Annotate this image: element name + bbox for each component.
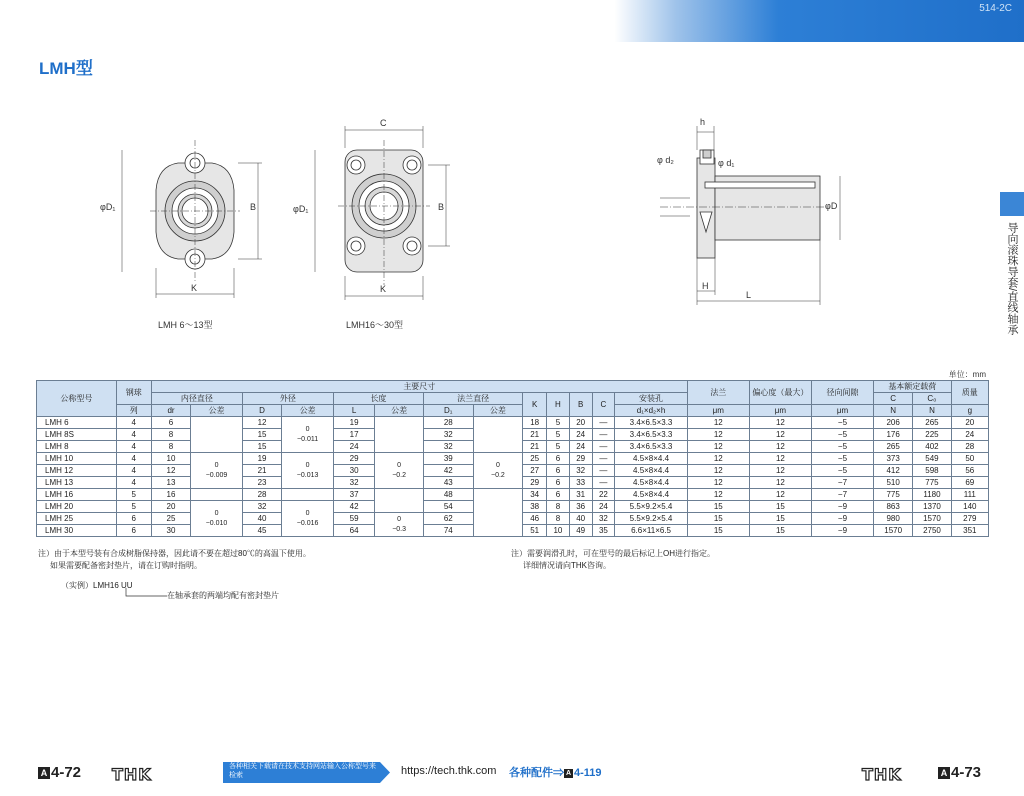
- cell-h: 6: [547, 465, 570, 477]
- tolerance-lower: −0.016: [296, 519, 319, 527]
- front-view-large: [315, 126, 450, 300]
- page-title: LMH型: [39, 59, 93, 78]
- th-mount-hole: 安装孔: [615, 393, 687, 405]
- tolerance-cell-d: [282, 453, 334, 489]
- cell-d1: 48: [423, 489, 473, 501]
- accessories-ref-prefix: 各种配件⇒: [509, 767, 564, 779]
- cell-hole: 5.5×9.2×5.4: [615, 501, 687, 513]
- tolerance-upper: 0: [397, 515, 402, 523]
- cell-k: 34: [523, 489, 547, 501]
- tolerance-cell-l: [375, 513, 424, 537]
- cell-mass: 69: [951, 477, 988, 489]
- th-um-ecc: μm: [749, 405, 811, 417]
- th-h: H: [547, 393, 570, 417]
- tolerance-cell-d1: [473, 489, 523, 537]
- cell-balls: 4: [116, 453, 151, 465]
- cell-dr: 16: [151, 489, 190, 501]
- th-flange-perp: 法兰: [687, 381, 749, 405]
- cell-cd: 863: [874, 501, 913, 513]
- table-row: [37, 453, 989, 465]
- cell-perp: 15: [687, 513, 749, 525]
- cell-model: LMH 13: [37, 477, 117, 489]
- tolerance-upper: 0: [397, 461, 402, 469]
- cell-ecc: 12: [749, 477, 811, 489]
- cell-clr: −7: [811, 489, 873, 501]
- cell-perp: 12: [687, 477, 749, 489]
- th-dr: dr: [151, 405, 190, 417]
- cell-k: 51: [523, 525, 547, 537]
- tolerance-upper: 0: [305, 425, 310, 433]
- tolerance-lower: −0.2: [392, 471, 407, 479]
- cell-ecc: 15: [749, 525, 811, 537]
- note-right-1: 注）需要润滑孔时，可在型号的最后标记上OH进行指定。: [511, 549, 715, 558]
- cell-perp: 15: [687, 501, 749, 513]
- accessories-ref-letter: A: [565, 770, 572, 777]
- th-length: 长度: [333, 393, 423, 405]
- cell-h: 6: [547, 489, 570, 501]
- cell-k: 21: [523, 429, 547, 441]
- cell-d1: 32: [423, 429, 473, 441]
- caption-small-type: LMH 6～13型: [158, 320, 213, 330]
- th-n1: N: [874, 405, 913, 417]
- th-d: D: [242, 405, 281, 417]
- cell-balls: 4: [116, 465, 151, 477]
- label-phi-d1-small: φ d₁: [718, 158, 735, 168]
- cell-dr: 10: [151, 453, 190, 465]
- note-right-2: 详细情况请向THK咨询。: [523, 561, 611, 570]
- tolerance-upper: 0: [305, 461, 310, 469]
- th-c0: C₀: [913, 393, 951, 405]
- tolerance-cell-dr: [191, 453, 243, 489]
- cell-model: LMH 25: [37, 513, 117, 525]
- cell-cd: 980: [874, 513, 913, 525]
- cell-mass: 56: [951, 465, 988, 477]
- cell-d: 32: [242, 501, 281, 513]
- label-b-middle: B: [438, 202, 445, 212]
- cell-b: 31: [569, 489, 592, 501]
- cell-dr: 8: [151, 441, 190, 453]
- th-inner-dia: 内径直径: [151, 393, 242, 405]
- cell-mass: 111: [951, 489, 988, 501]
- cell-c: 35: [592, 525, 615, 537]
- cell-mass: 20: [951, 417, 988, 429]
- th-d-tol: 公差: [282, 405, 334, 417]
- cell-perp: 12: [687, 465, 749, 477]
- th-d1: D₁: [423, 405, 473, 417]
- th-um-perp: μm: [687, 405, 749, 417]
- cell-l: 59: [333, 513, 374, 525]
- cell-d: 19: [242, 453, 281, 465]
- notes-right: [511, 548, 715, 572]
- cell-cd: 510: [874, 477, 913, 489]
- th-c: C: [592, 393, 615, 417]
- cell-h: 5: [547, 441, 570, 453]
- cell-hole: 4.5×8×4.4: [615, 489, 687, 501]
- cell-model: LMH 12: [37, 465, 117, 477]
- th-dr-tol: 公差: [191, 405, 243, 417]
- page-number-left: [38, 764, 81, 781]
- cell-l: 42: [333, 501, 374, 513]
- cell-k: 29: [523, 477, 547, 489]
- cell-perp: 12: [687, 441, 749, 453]
- section-tab-label: 导向滚珠导套/直线轴承: [1006, 222, 1018, 336]
- label-phi-d1-left: φD₁: [100, 202, 116, 212]
- cell-l: 30: [333, 465, 374, 477]
- cell-l: 37: [333, 489, 374, 501]
- cell-clr: −5: [811, 417, 873, 429]
- brand-logo-left: THK: [112, 765, 152, 784]
- th-l-tol: 公差: [375, 405, 424, 417]
- cell-d1: 32: [423, 441, 473, 453]
- cell-balls: 4: [116, 417, 151, 429]
- cell-hole: 4.5×8×4.4: [615, 477, 687, 489]
- cell-b: 49: [569, 525, 592, 537]
- th-load: 基本额定载荷: [874, 381, 952, 393]
- cell-perp: 12: [687, 453, 749, 465]
- cell-c0: 1370: [913, 501, 951, 513]
- tolerance-cell-l: [375, 417, 424, 453]
- cell-model: LMH 10: [37, 453, 117, 465]
- cell-d: 23: [242, 477, 281, 489]
- cell-c0: 2750: [913, 525, 951, 537]
- example-description: 在轴承套的两端均配有密封垫片: [167, 591, 279, 600]
- tolerance-upper: 0: [214, 461, 219, 469]
- tolerance-cell-dr: [191, 489, 243, 501]
- cell-ecc: 12: [749, 453, 811, 465]
- cell-c0: 402: [913, 441, 951, 453]
- tolerance-cell-d: [282, 501, 334, 537]
- cell-mass: 24: [951, 429, 988, 441]
- label-c: C: [380, 118, 387, 128]
- cell-h: 6: [547, 477, 570, 489]
- unit-label: 单位：mm: [948, 370, 986, 379]
- cell-d: 15: [242, 441, 281, 453]
- cell-mass: 28: [951, 441, 988, 453]
- cell-model: LMH 30: [37, 525, 117, 537]
- accessories-ref-page: 4-119: [574, 767, 602, 779]
- cell-mass: 50: [951, 453, 988, 465]
- cell-perp: 12: [687, 429, 749, 441]
- tolerance-lower: −0.2: [491, 471, 505, 479]
- cell-perp: 15: [687, 525, 749, 537]
- cell-l: 24: [333, 441, 374, 453]
- label-phi-d: φD: [825, 201, 838, 211]
- cell-l: 64: [333, 525, 374, 537]
- label-b-left: B: [250, 202, 257, 212]
- cell-b: 33: [569, 477, 592, 489]
- th-c-dyn: C: [874, 393, 913, 405]
- th-l: L: [333, 405, 374, 417]
- note-left-1: 注）由于本型号装有合成树脂保持器，因此请不要在超过80℃的高温下使用。: [38, 549, 311, 558]
- cell-balls: 6: [116, 525, 151, 537]
- notes-left: [38, 548, 311, 572]
- cell-c0: 1180: [913, 489, 951, 501]
- cell-c: —: [592, 429, 615, 441]
- th-mass: 质量: [951, 381, 988, 405]
- tolerance-upper: 0: [305, 509, 310, 517]
- cell-d1: 28: [423, 417, 473, 429]
- th-eccentric: 偏心度（最大）: [749, 381, 811, 405]
- cell-model: LMH 8S: [37, 429, 117, 441]
- cell-c0: 1570: [913, 513, 951, 525]
- cell-h: 5: [547, 429, 570, 441]
- th-balls-2: 列: [116, 405, 151, 417]
- cell-cd: 1570: [874, 525, 913, 537]
- cell-dr: 30: [151, 525, 190, 537]
- cell-c0: 265: [913, 417, 951, 429]
- cell-cd: 206: [874, 417, 913, 429]
- cell-cd: 412: [874, 465, 913, 477]
- cell-hole: 4.5×8×4.4: [615, 465, 687, 477]
- cell-cd: 373: [874, 453, 913, 465]
- cell-c: —: [592, 441, 615, 453]
- cell-balls: 6: [116, 513, 151, 525]
- section-letter-left: A: [38, 767, 50, 779]
- cell-clr: −9: [811, 501, 873, 513]
- cell-d: 45: [242, 525, 281, 537]
- cell-k: 38: [523, 501, 547, 513]
- label-phi-d1-middle: φD₁: [293, 204, 309, 214]
- th-clearance: 径向间隙: [811, 381, 873, 405]
- cell-dr: 13: [151, 477, 190, 489]
- cell-d: 15: [242, 429, 281, 441]
- cell-c0: 598: [913, 465, 951, 477]
- cell-k: 27: [523, 465, 547, 477]
- th-k: K: [523, 393, 547, 417]
- label-k-middle: K: [380, 284, 387, 294]
- th-um-clr: μm: [811, 405, 873, 417]
- th-mount-hole-sub: d₁×d₂×h: [615, 405, 687, 417]
- cell-model: LMH 8: [37, 441, 117, 453]
- th-model: 公称型号: [37, 381, 117, 417]
- cell-c: 22: [592, 489, 615, 501]
- cell-b: 20: [569, 417, 592, 429]
- label-l: L: [746, 290, 752, 300]
- cell-c: 32: [592, 513, 615, 525]
- cell-k: 21: [523, 441, 547, 453]
- cell-clr: −5: [811, 429, 873, 441]
- tolerance-lower: −0.009: [205, 471, 228, 479]
- cell-clr: −5: [811, 465, 873, 477]
- cell-l: 17: [333, 429, 374, 441]
- cell-cd: 775: [874, 489, 913, 501]
- brand-logo-right: THK: [862, 765, 902, 784]
- cell-d1: 42: [423, 465, 473, 477]
- cell-mass: 140: [951, 501, 988, 513]
- tolerance-upper: 0: [495, 461, 500, 469]
- cell-hole: 5.5×9.2×5.4: [615, 513, 687, 525]
- spec-table: [36, 380, 989, 537]
- cell-hole: 4.5×8×4.4: [615, 453, 687, 465]
- note-left-2: 如果需要配备密封垫片，请在订购时指明。: [50, 561, 202, 570]
- tolerance-cell-dr: [191, 417, 243, 453]
- cell-ecc: 15: [749, 501, 811, 513]
- tolerance-lower: −0.010: [205, 519, 228, 527]
- front-view-small: [122, 140, 262, 298]
- side-view: [660, 126, 840, 305]
- cell-d1: 54: [423, 501, 473, 513]
- cell-clr: −5: [811, 453, 873, 465]
- technical-drawings: [0, 0, 1024, 360]
- cell-c0: 775: [913, 477, 951, 489]
- cell-b: 32: [569, 465, 592, 477]
- cell-c: —: [592, 465, 615, 477]
- label-h-small: h: [700, 117, 706, 127]
- th-b: B: [569, 393, 592, 417]
- tolerance-upper: 0: [214, 509, 219, 517]
- cell-b: 36: [569, 501, 592, 513]
- cell-b: 29: [569, 453, 592, 465]
- cell-c: —: [592, 417, 615, 429]
- th-outer-dia: 外径: [242, 393, 333, 405]
- cell-hole: 6.6×11×6.5: [615, 525, 687, 537]
- tolerance-cell-l: [375, 453, 424, 489]
- cell-d1: 39: [423, 453, 473, 465]
- cell-l: 32: [333, 477, 374, 489]
- cell-c: 24: [592, 501, 615, 513]
- cell-h: 6: [547, 453, 570, 465]
- cell-h: 5: [547, 417, 570, 429]
- page-left-text: 4-72: [51, 764, 82, 781]
- cell-k: 18: [523, 417, 547, 429]
- th-main-dims: 主要尺寸: [151, 381, 687, 393]
- cell-l: 19: [333, 417, 374, 429]
- download-banner-text: 各种相关下载请在技术支持网站输入公称型号来检索: [229, 763, 376, 779]
- cell-h: 8: [547, 501, 570, 513]
- cell-model: LMH 20: [37, 501, 117, 513]
- tolerance-cell-d1: [473, 417, 523, 453]
- tolerance-cell-dr: [191, 501, 243, 537]
- cell-dr: 12: [151, 465, 190, 477]
- cell-dr: 20: [151, 501, 190, 513]
- cell-ecc: 12: [749, 429, 811, 441]
- cell-l: 29: [333, 453, 374, 465]
- section-letter-right: A: [938, 767, 950, 779]
- cell-c: —: [592, 453, 615, 465]
- cell-b: 24: [569, 441, 592, 453]
- cell-balls: 4: [116, 429, 151, 441]
- cell-clr: −9: [811, 513, 873, 525]
- cell-balls: 4: [116, 441, 151, 453]
- caption-large-type: LMH16～30型: [346, 320, 404, 330]
- cell-k: 46: [523, 513, 547, 525]
- cell-balls: 4: [116, 477, 151, 489]
- th-d1-tol: 公差: [473, 405, 523, 417]
- cell-d: 40: [242, 513, 281, 525]
- th-n2: N: [913, 405, 951, 417]
- tolerance-cell-d: [282, 489, 334, 501]
- th-flange-dia: 法兰直径: [423, 393, 522, 405]
- cell-clr: −5: [811, 441, 873, 453]
- label-h: H: [702, 281, 709, 291]
- cell-d: 28: [242, 489, 281, 501]
- cell-d1: 74: [423, 525, 473, 537]
- example-model: （实例）LMH16 UU: [61, 581, 133, 590]
- cell-ecc: 12: [749, 417, 811, 429]
- cell-ecc: 12: [749, 441, 811, 453]
- cell-model: LMH 6: [37, 417, 117, 429]
- cell-perp: 12: [687, 489, 749, 501]
- cell-cd: 265: [874, 441, 913, 453]
- cell-mass: 351: [951, 525, 988, 537]
- tolerance-lower: −0.013: [296, 471, 319, 479]
- label-phi-d2: φ d₂: [657, 155, 674, 165]
- cell-k: 25: [523, 453, 547, 465]
- cell-b: 24: [569, 429, 592, 441]
- cell-d1: 43: [423, 477, 473, 489]
- accessories-ref-link[interactable]: [509, 764, 602, 780]
- tolerance-cell-d1: [473, 453, 523, 489]
- cell-dr: 8: [151, 429, 190, 441]
- table-row: [37, 489, 989, 501]
- tolerance-cell-l: [375, 489, 424, 513]
- cell-c0: 225: [913, 429, 951, 441]
- cell-dr: 6: [151, 417, 190, 429]
- example-pointer: [122, 588, 168, 600]
- cell-h: 10: [547, 525, 570, 537]
- cell-h: 8: [547, 513, 570, 525]
- cell-mass: 279: [951, 513, 988, 525]
- th-balls: 钢球: [116, 381, 151, 405]
- table-row: [37, 417, 989, 429]
- page-number-right: [938, 764, 981, 781]
- cell-d1: 62: [423, 513, 473, 525]
- cell-ecc: 12: [749, 465, 811, 477]
- cell-cd: 176: [874, 429, 913, 441]
- cell-d: 21: [242, 465, 281, 477]
- tolerance-lower: −0.011: [297, 435, 319, 443]
- cell-balls: 5: [116, 489, 151, 501]
- cell-ecc: 12: [749, 489, 811, 501]
- page-right-text: 4-73: [951, 764, 982, 781]
- cell-perp: 12: [687, 417, 749, 429]
- cell-balls: 5: [116, 501, 151, 513]
- th-g: g: [951, 405, 988, 417]
- tolerance-lower: −0.3: [392, 525, 407, 533]
- cell-clr: −9: [811, 525, 873, 537]
- cell-c: —: [592, 477, 615, 489]
- support-url-link[interactable]: https://tech.thk.com: [401, 765, 497, 777]
- cell-hole: 3.4×6.5×3.3: [615, 417, 687, 429]
- tolerance-cell-d: [282, 417, 334, 453]
- cell-b: 40: [569, 513, 592, 525]
- cell-hole: 3.4×6.5×3.3: [615, 441, 687, 453]
- page-code: 514-2C: [979, 3, 1012, 14]
- cell-model: LMH 16: [37, 489, 117, 501]
- cell-c0: 549: [913, 453, 951, 465]
- cell-hole: 3.4×6.5×3.3: [615, 429, 687, 441]
- cell-clr: −7: [811, 477, 873, 489]
- cell-dr: 25: [151, 513, 190, 525]
- label-k-left: K: [191, 283, 198, 293]
- cell-ecc: 15: [749, 513, 811, 525]
- cell-d: 12: [242, 417, 281, 429]
